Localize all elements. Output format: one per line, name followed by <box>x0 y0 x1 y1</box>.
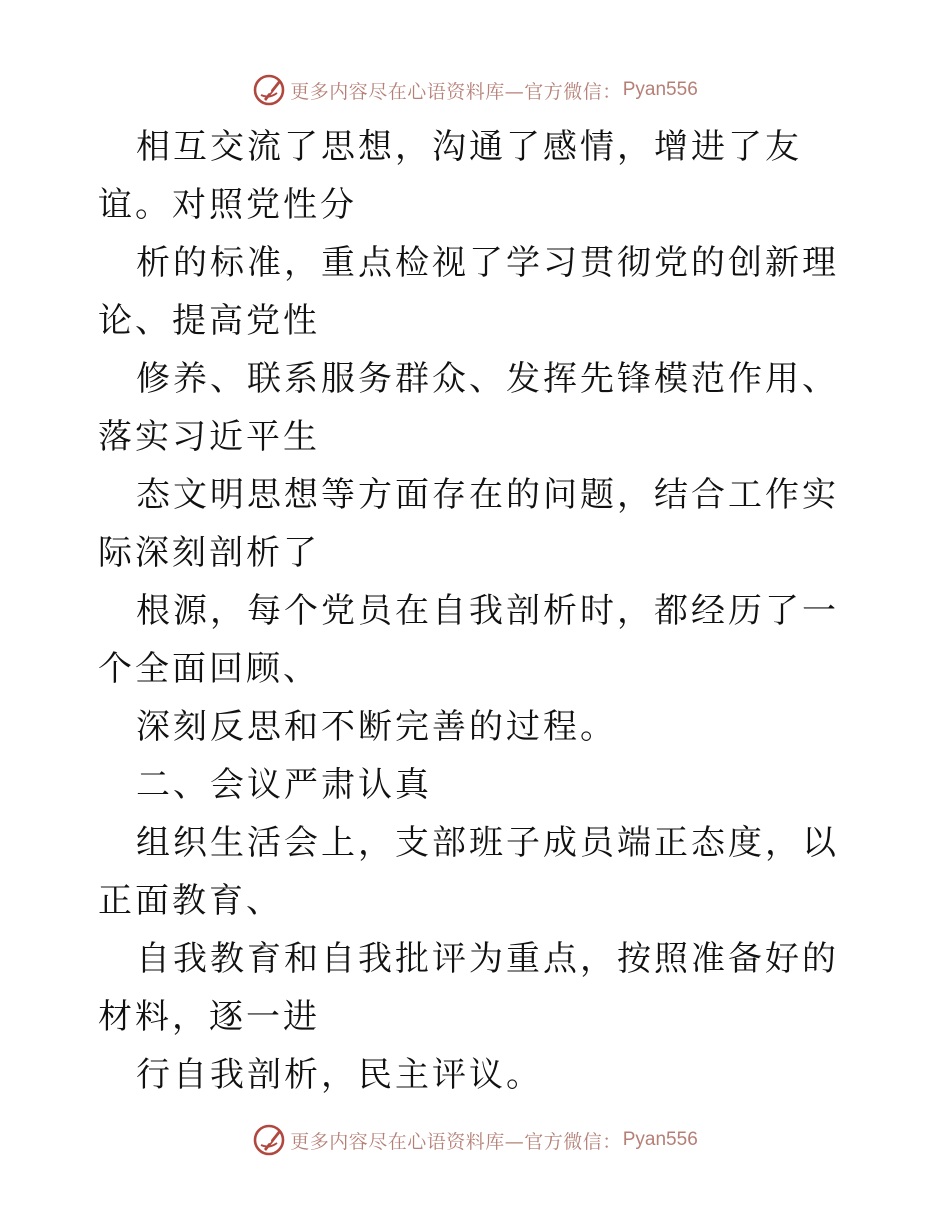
paragraph: 修养、联系服务群众、发挥先锋模范作用、落实习近平生 <box>98 359 839 457</box>
watermark-wechat-id: Pyan556 <box>622 1129 698 1150</box>
footer-watermark <box>0 1120 950 1160</box>
watermark-wechat-id: Pyan556 <box>622 79 698 100</box>
pen-logo-icon <box>252 1123 286 1157</box>
watermark <box>252 1123 698 1157</box>
paragraph: 自我教育和自我批评为重点，按照准备好的材料，逐一进 <box>98 939 839 1037</box>
pen-logo-icon <box>252 73 286 107</box>
paragraph: 态文明思想等方面存在的问题，结合工作实际深刻剖析了 <box>98 475 839 573</box>
watermark <box>252 73 698 107</box>
paragraph: 根源，每个党员在自我剖析时，都经历了一个全面回顾、 <box>98 591 839 689</box>
document-body <box>98 118 854 1104</box>
paragraph: 行自我剖析，民主评议。 <box>136 1055 543 1095</box>
section-heading: 二、会议严肃认真 <box>136 765 432 805</box>
paragraph: 相互交流了思想，沟通了感情，增进了友谊。对照党性分 <box>98 127 802 225</box>
watermark-text: 更多内容尽在心语资料库—官方微信： <box>290 80 622 103</box>
paragraph: 析的标准，重点检视了学习贯彻党的创新理论、提高党性 <box>98 243 839 341</box>
watermark-text: 更多内容尽在心语资料库—官方微信： <box>290 1130 622 1153</box>
paragraph: 深刻反思和不断完善的过程。 <box>136 707 617 747</box>
header-watermark <box>0 70 950 110</box>
paragraph: 组织生活会上，支部班子成员端正态度，以正面教育、 <box>98 823 839 921</box>
